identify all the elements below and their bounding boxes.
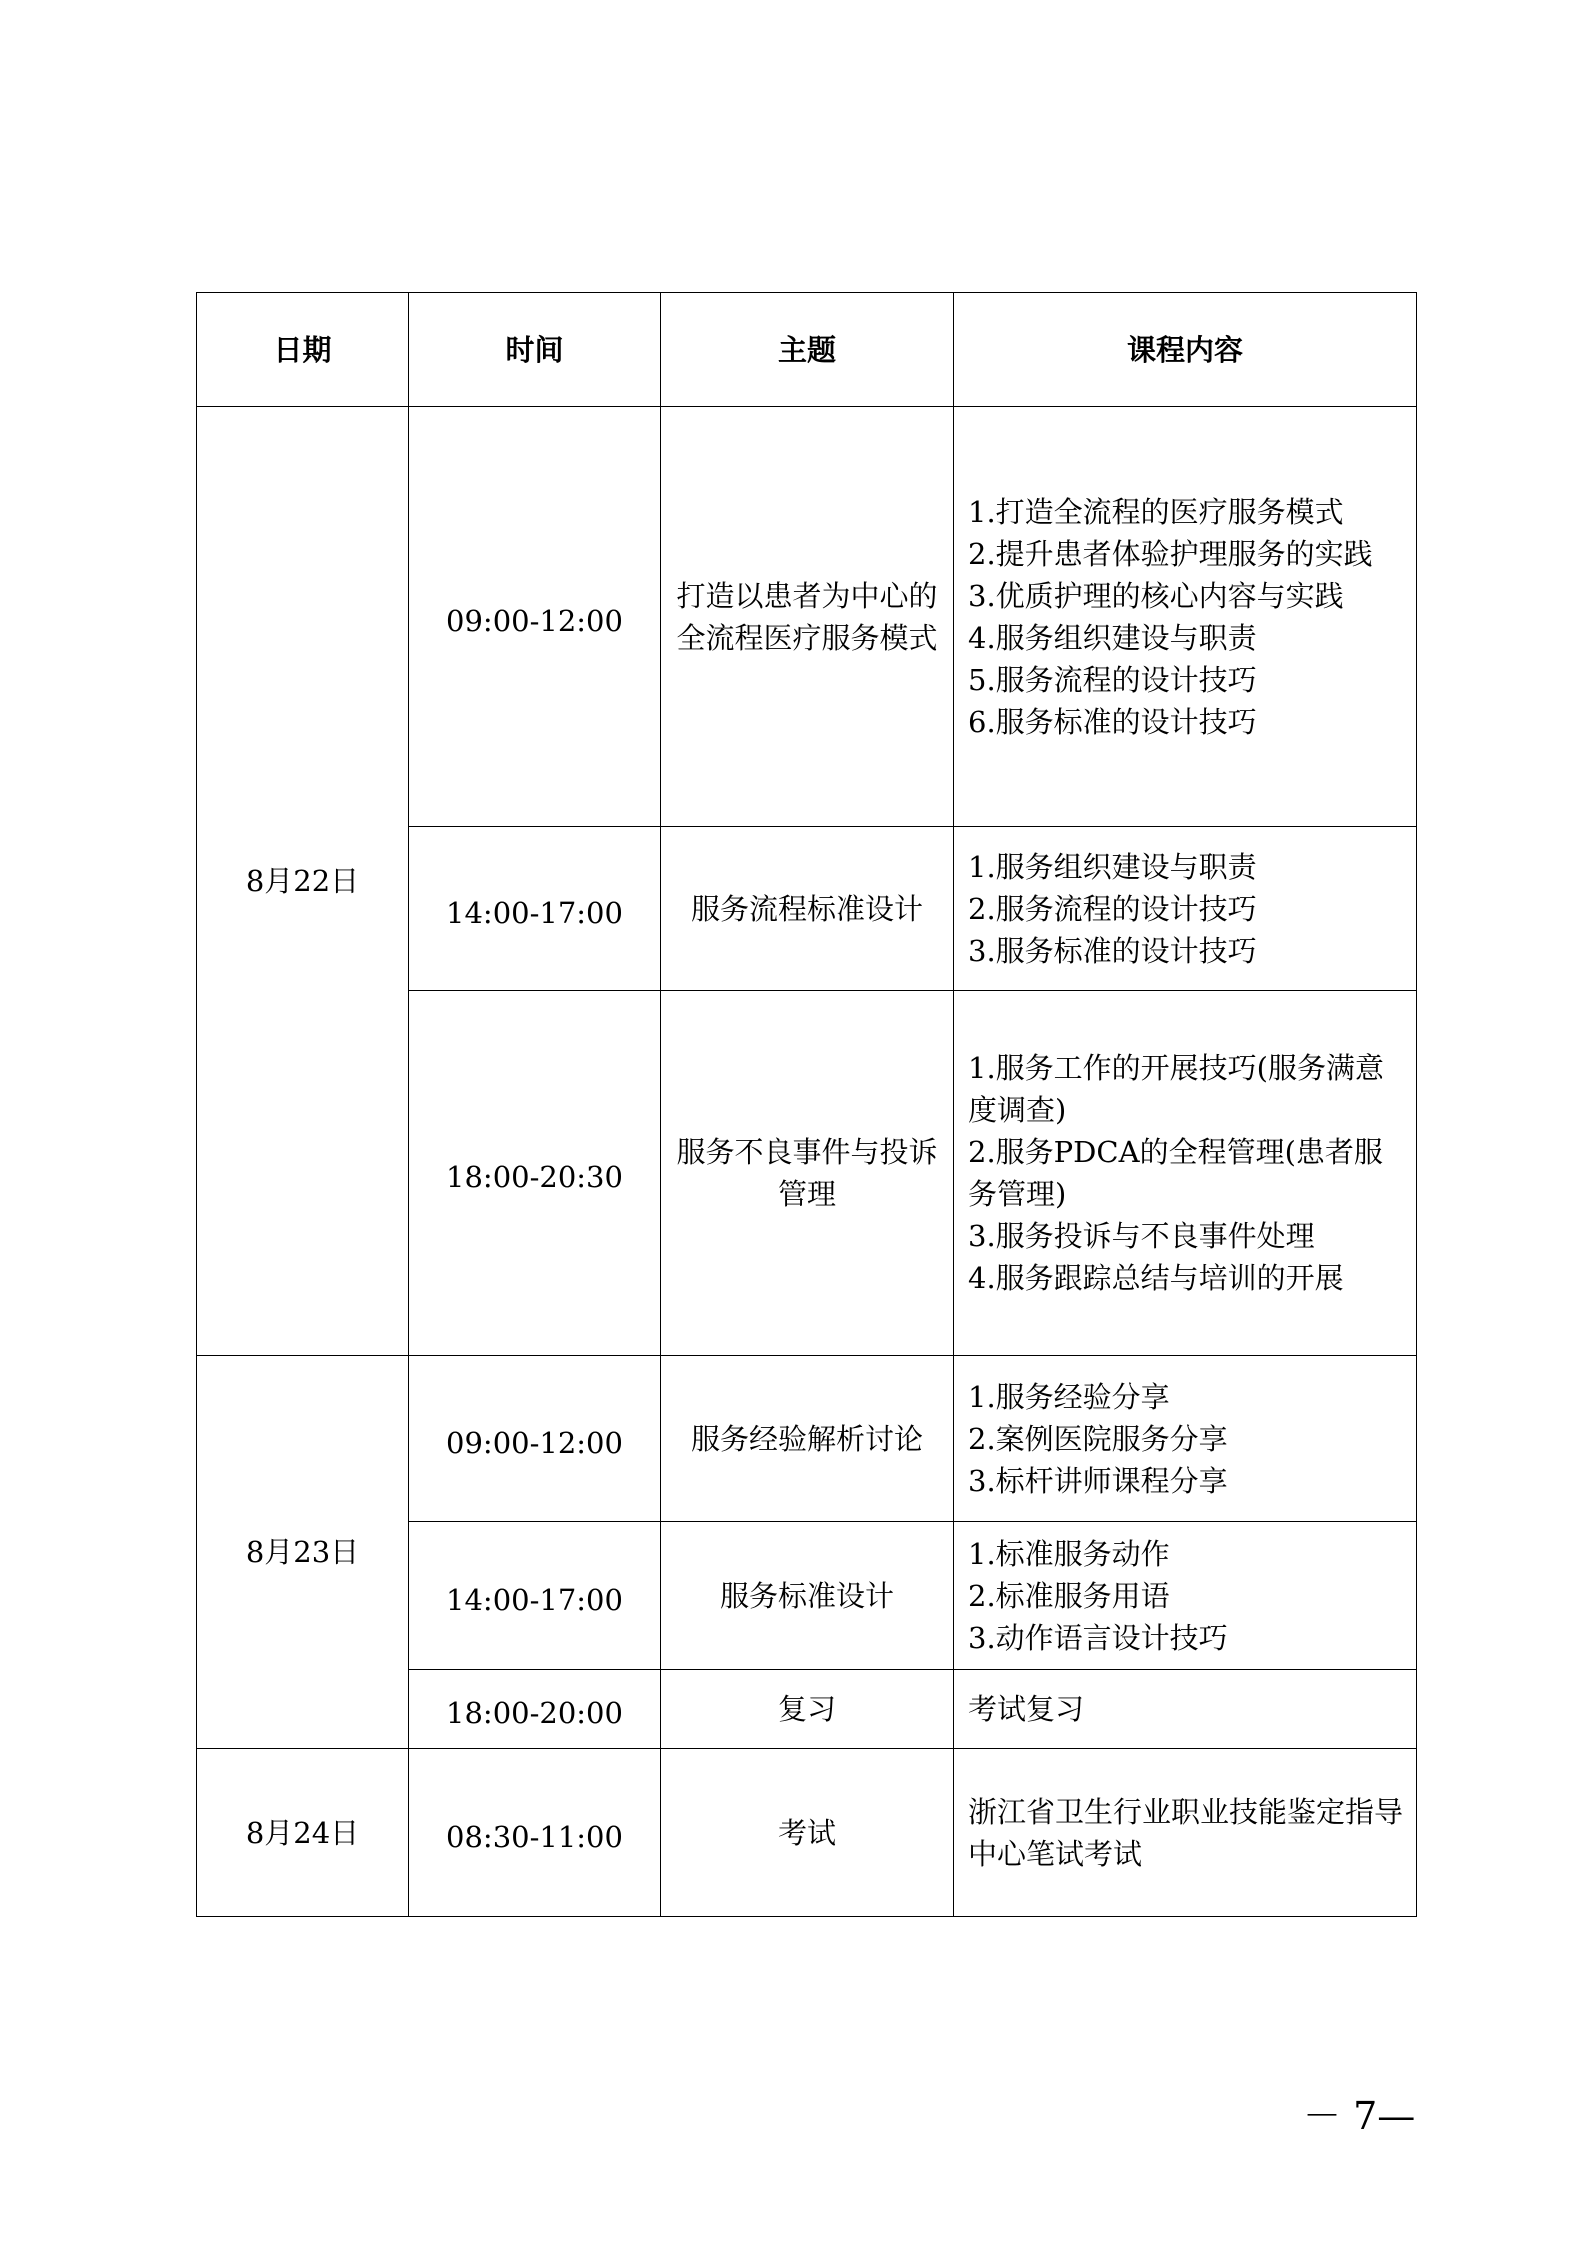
content-item: 1.服务经验分享 xyxy=(968,1379,1170,1414)
content-item: 3.标杆讲师课程分享 xyxy=(968,1463,1228,1498)
header-date: 日期 xyxy=(197,293,409,407)
content-cell xyxy=(954,407,1417,827)
page-number: － 7— xyxy=(1303,2094,1416,2138)
content-item: 3.服务标准的设计技巧 xyxy=(968,933,1257,968)
content-item: 浙江省卫生行业职业技能鉴定指导中心笔试考试 xyxy=(968,1794,1404,1871)
time-cell: 14:00-17:00 xyxy=(409,1522,661,1670)
time-cell: 14:00-17:00 xyxy=(409,827,661,991)
header-content: 课程内容 xyxy=(954,293,1417,407)
time-cell: 09:00-12:00 xyxy=(409,407,661,827)
time-cell: 08:30-11:00 xyxy=(409,1749,661,1917)
content-item: 1.标准服务动作 xyxy=(968,1536,1170,1571)
topic-cell: 服务经验解析讨论 xyxy=(661,1356,954,1522)
content-item: 1.服务工作的开展技巧(服务满意度调查) xyxy=(968,1051,1384,1127)
schedule-table xyxy=(196,292,1417,1917)
content-item: 2.提升患者体验护理服务的实践 xyxy=(968,536,1373,571)
content-item: 2.服务流程的设计技巧 xyxy=(968,891,1257,926)
date-cell: 8月22日 xyxy=(197,407,409,1356)
header-time: 时间 xyxy=(409,293,661,407)
content-item: 6.服务标准的设计技巧 xyxy=(968,704,1257,739)
content-item: 4.服务组织建设与职责 xyxy=(968,620,1257,655)
content-item: 3.优质护理的核心内容与实践 xyxy=(968,578,1344,613)
topic-cell: 复习 xyxy=(661,1670,954,1749)
content-item: 1.打造全流程的医疗服务模式 xyxy=(968,494,1344,529)
topic-cell: 服务不良事件与投诉管理 xyxy=(661,991,954,1356)
content-item: 3.服务投诉与不良事件处理 xyxy=(968,1219,1315,1253)
header-row xyxy=(197,293,1417,407)
topic-cell: 考试 xyxy=(661,1749,954,1917)
header-topic: 主题 xyxy=(661,293,954,407)
content-item: 5.服务流程的设计技巧 xyxy=(968,662,1257,697)
table-row xyxy=(197,1749,1417,1917)
content-item: 2.案例医院服务分享 xyxy=(968,1421,1228,1456)
content-item: 2.标准服务用语 xyxy=(968,1578,1170,1613)
date-cell: 8月24日 xyxy=(197,1749,409,1917)
time-cell: 09:00-12:00 xyxy=(409,1356,661,1522)
content-cell xyxy=(954,1356,1417,1522)
topic-cell: 打造以患者为中心的全流程医疗服务模式 xyxy=(661,407,954,827)
table-row xyxy=(197,1356,1417,1522)
content-cell xyxy=(954,1670,1417,1749)
date-cell: 8月23日 xyxy=(197,1356,409,1749)
content-cell xyxy=(954,1749,1417,1917)
content-cell xyxy=(954,827,1417,991)
table-row xyxy=(197,407,1417,827)
content-cell xyxy=(954,1522,1417,1670)
content-item: 2.服务PDCA的全程管理(患者服务管理) xyxy=(968,1135,1383,1211)
topic-cell: 服务标准设计 xyxy=(661,1522,954,1670)
content-item: 考试复习 xyxy=(968,1692,1085,1726)
time-cell: 18:00-20:30 xyxy=(409,991,661,1356)
content-cell xyxy=(954,991,1417,1356)
time-cell: 18:00-20:00 xyxy=(409,1670,661,1749)
content-item: 1.服务组织建设与职责 xyxy=(968,849,1257,884)
content-item: 3.动作语言设计技巧 xyxy=(968,1620,1228,1655)
content-item: 4.服务跟踪总结与培训的开展 xyxy=(968,1261,1344,1295)
topic-cell: 服务流程标准设计 xyxy=(661,827,954,991)
